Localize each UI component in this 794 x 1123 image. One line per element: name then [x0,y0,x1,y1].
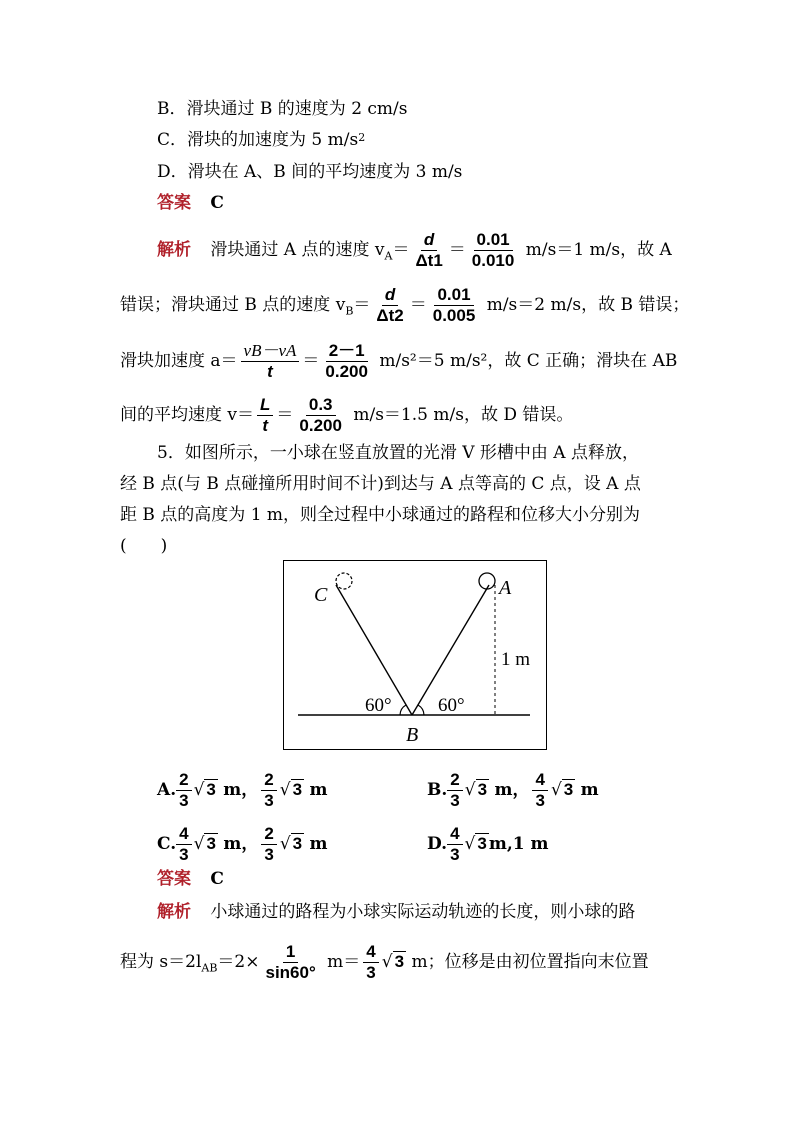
fraction: $\frac{2}{3}$ [261,824,276,865]
height-label: 1 m [501,649,531,670]
analysis-text: m/s²＝5 m/s²，故 C 正确；滑块在 AB [379,351,678,371]
v-groove-diagram [284,561,546,749]
fraction: $\frac{4}{3}$ [176,824,191,865]
unit: m [580,780,599,800]
fraction: $\frac{4}{3}$ [447,824,462,865]
analysis-text: m/s＝1.5 m/s，故 D 错误。 [353,405,574,425]
analysis-text: 程为 s＝2l [120,952,202,972]
analysis-label: 解析 [157,240,191,260]
analysis-text: 滑块加速度 a＝ [120,351,238,371]
angle-arc-left [400,705,406,715]
option-c-text: C．滑块的加速度为 5 m/s [157,130,359,150]
answer-value: C [210,193,224,213]
answer-value: C [210,869,224,889]
analysis-1-line-4: 间的平均速度 v＝ $\frac{L}{t}$ ＝ $\frac{0.3}{0.200}$ m/s＝1.5 m/s，故 D 错误。 [120,395,574,435]
sqrt: √ 3 [193,834,216,854]
answer-2 [157,867,224,891]
question-5-line-1: 5．如图所示，一小球在竖直放置的光滑 V 形槽中由 A 点释放， [157,443,639,463]
unit: m， [223,834,259,854]
label-a: A [499,577,512,599]
sqrt: √ 3 [381,952,405,972]
fraction: $\frac{0.01}{0.005}$ [432,285,476,325]
option-b: B．滑块通过 B 的速度为 2 cm/s [157,99,408,119]
angle-arc-right [418,705,424,715]
fraction: $\frac{L}{t}$ [257,395,273,436]
option-letter: C. [157,834,177,854]
option-letter: D. [427,834,448,854]
analysis-1-line-2: 错误；滑块通过 B 点的速度 $v_B=$ $\frac{d}{\Delta t2}$ ＝ $\frac{0.01}{0.005}$ m/s＝2 m/s，故 B 错误； [120,285,690,325]
fraction: $\frac{2-1}{0.200}$ [325,341,368,381]
fraction: $\frac{2}{3}$ [176,770,191,811]
angle-right-label: 60° [438,695,465,716]
question-5-line-4: ( ) [120,536,168,556]
option-letter: A. [157,780,177,800]
sqrt: √ 3 [193,780,216,800]
angle-left-label: 60° [365,695,392,716]
option-5d [427,822,549,866]
unit: m， [223,780,259,800]
fraction: $\frac{0.3}{0.200}$ [299,395,342,435]
fraction: $\frac{1}{\sin 60^\circ}$ [265,942,316,982]
fraction: $\frac{4}{3}$ [363,942,378,983]
label-c: C [314,584,328,606]
analysis-text: 滑块通过 A 点的速度 v [210,240,385,260]
analysis-text: m＝ [327,952,361,972]
option-c-sup: 2 [358,131,366,144]
fraction: $\frac{2}{3}$ [261,770,276,811]
option-d: D．滑块在 A、B 间的平均速度为 3 m/s [157,162,463,182]
sqrt: √ 3 [464,834,487,854]
option-5b [427,768,599,812]
fraction: $\frac{0.01}{0.010}$ [471,230,515,270]
unit: m， [494,780,530,800]
option-letter: B. [427,780,448,800]
analysis-2-line-2 [120,940,649,990]
analysis-text: m/s＝2 m/s，故 B 错误； [486,295,690,315]
option-c [157,128,365,152]
v-groove-figure [283,560,547,750]
fraction: $\frac{d}{\Delta t2}$ [376,285,404,325]
answer-label: 答案 [157,869,191,889]
ball-start-circle [479,573,495,589]
unit: m,1 m [488,834,549,854]
sqrt: √ 3 [550,780,574,800]
sqrt: √ 3 [279,780,303,800]
label-b: B [406,724,419,746]
analysis-text: 小球通过的路程为小球实际运动轨迹的长度，则小球的路 [210,902,636,922]
subscript: AB [201,961,218,975]
analysis-text: m/s＝1 m/s，故 A [525,240,672,260]
question-5-line-3: 距 B 点的高度为 1 m，则全过程中小球通过的路程和位移大小分别为 [120,505,641,525]
analysis-text: 间的平均速度 v＝ [120,405,255,425]
analysis-1-line-1: 解析 滑块通过 A 点的速度 $v_A=$ $\frac{d}{\Delta t1}$ ＝ $\frac{0.01}{0.010}$ m/s＝1 m/s，故 A [157,230,672,270]
unit: m [309,780,328,800]
sqrt: √ 3 [279,834,303,854]
fraction: $\frac{vB-vA}{t}$ [241,341,300,382]
answer-label: 答案 [157,193,191,213]
analysis-2-line-1 [157,900,635,924]
fraction: $\frac{4}{3}$ [532,770,547,811]
option-5a [157,768,327,812]
analysis-label: 解析 [157,902,191,922]
ball-end-dashed-circle [336,573,352,589]
fraction: $\frac{d}{\Delta t1}$ [415,230,443,270]
fraction: $\frac{2}{3}$ [447,770,462,811]
subscript: A [384,249,393,263]
analysis-1-line-3: 滑块加速度 a＝ $\frac{vB-vA}{t}$ ＝ $\frac{2-1}{0.200}$ m/s²＝5 m/s²，故 C 正确；滑块在 AB [120,341,678,381]
question-5-line-2: 经 B 点(与 B 点碰撞所用时间不计)到达与 A 点等高的 C 点，设 A 点 [120,474,641,494]
analysis-text: 错误；滑块通过 B 点的速度 v [120,295,346,315]
unit: m [309,834,328,854]
analysis-text: m；位移是由初位置指向末位置 [411,952,649,972]
sqrt: √ 3 [464,780,488,800]
analysis-text: ＝2× [217,952,260,972]
subscript: B [345,304,354,318]
answer-1 [157,191,224,215]
option-5c [157,822,328,866]
